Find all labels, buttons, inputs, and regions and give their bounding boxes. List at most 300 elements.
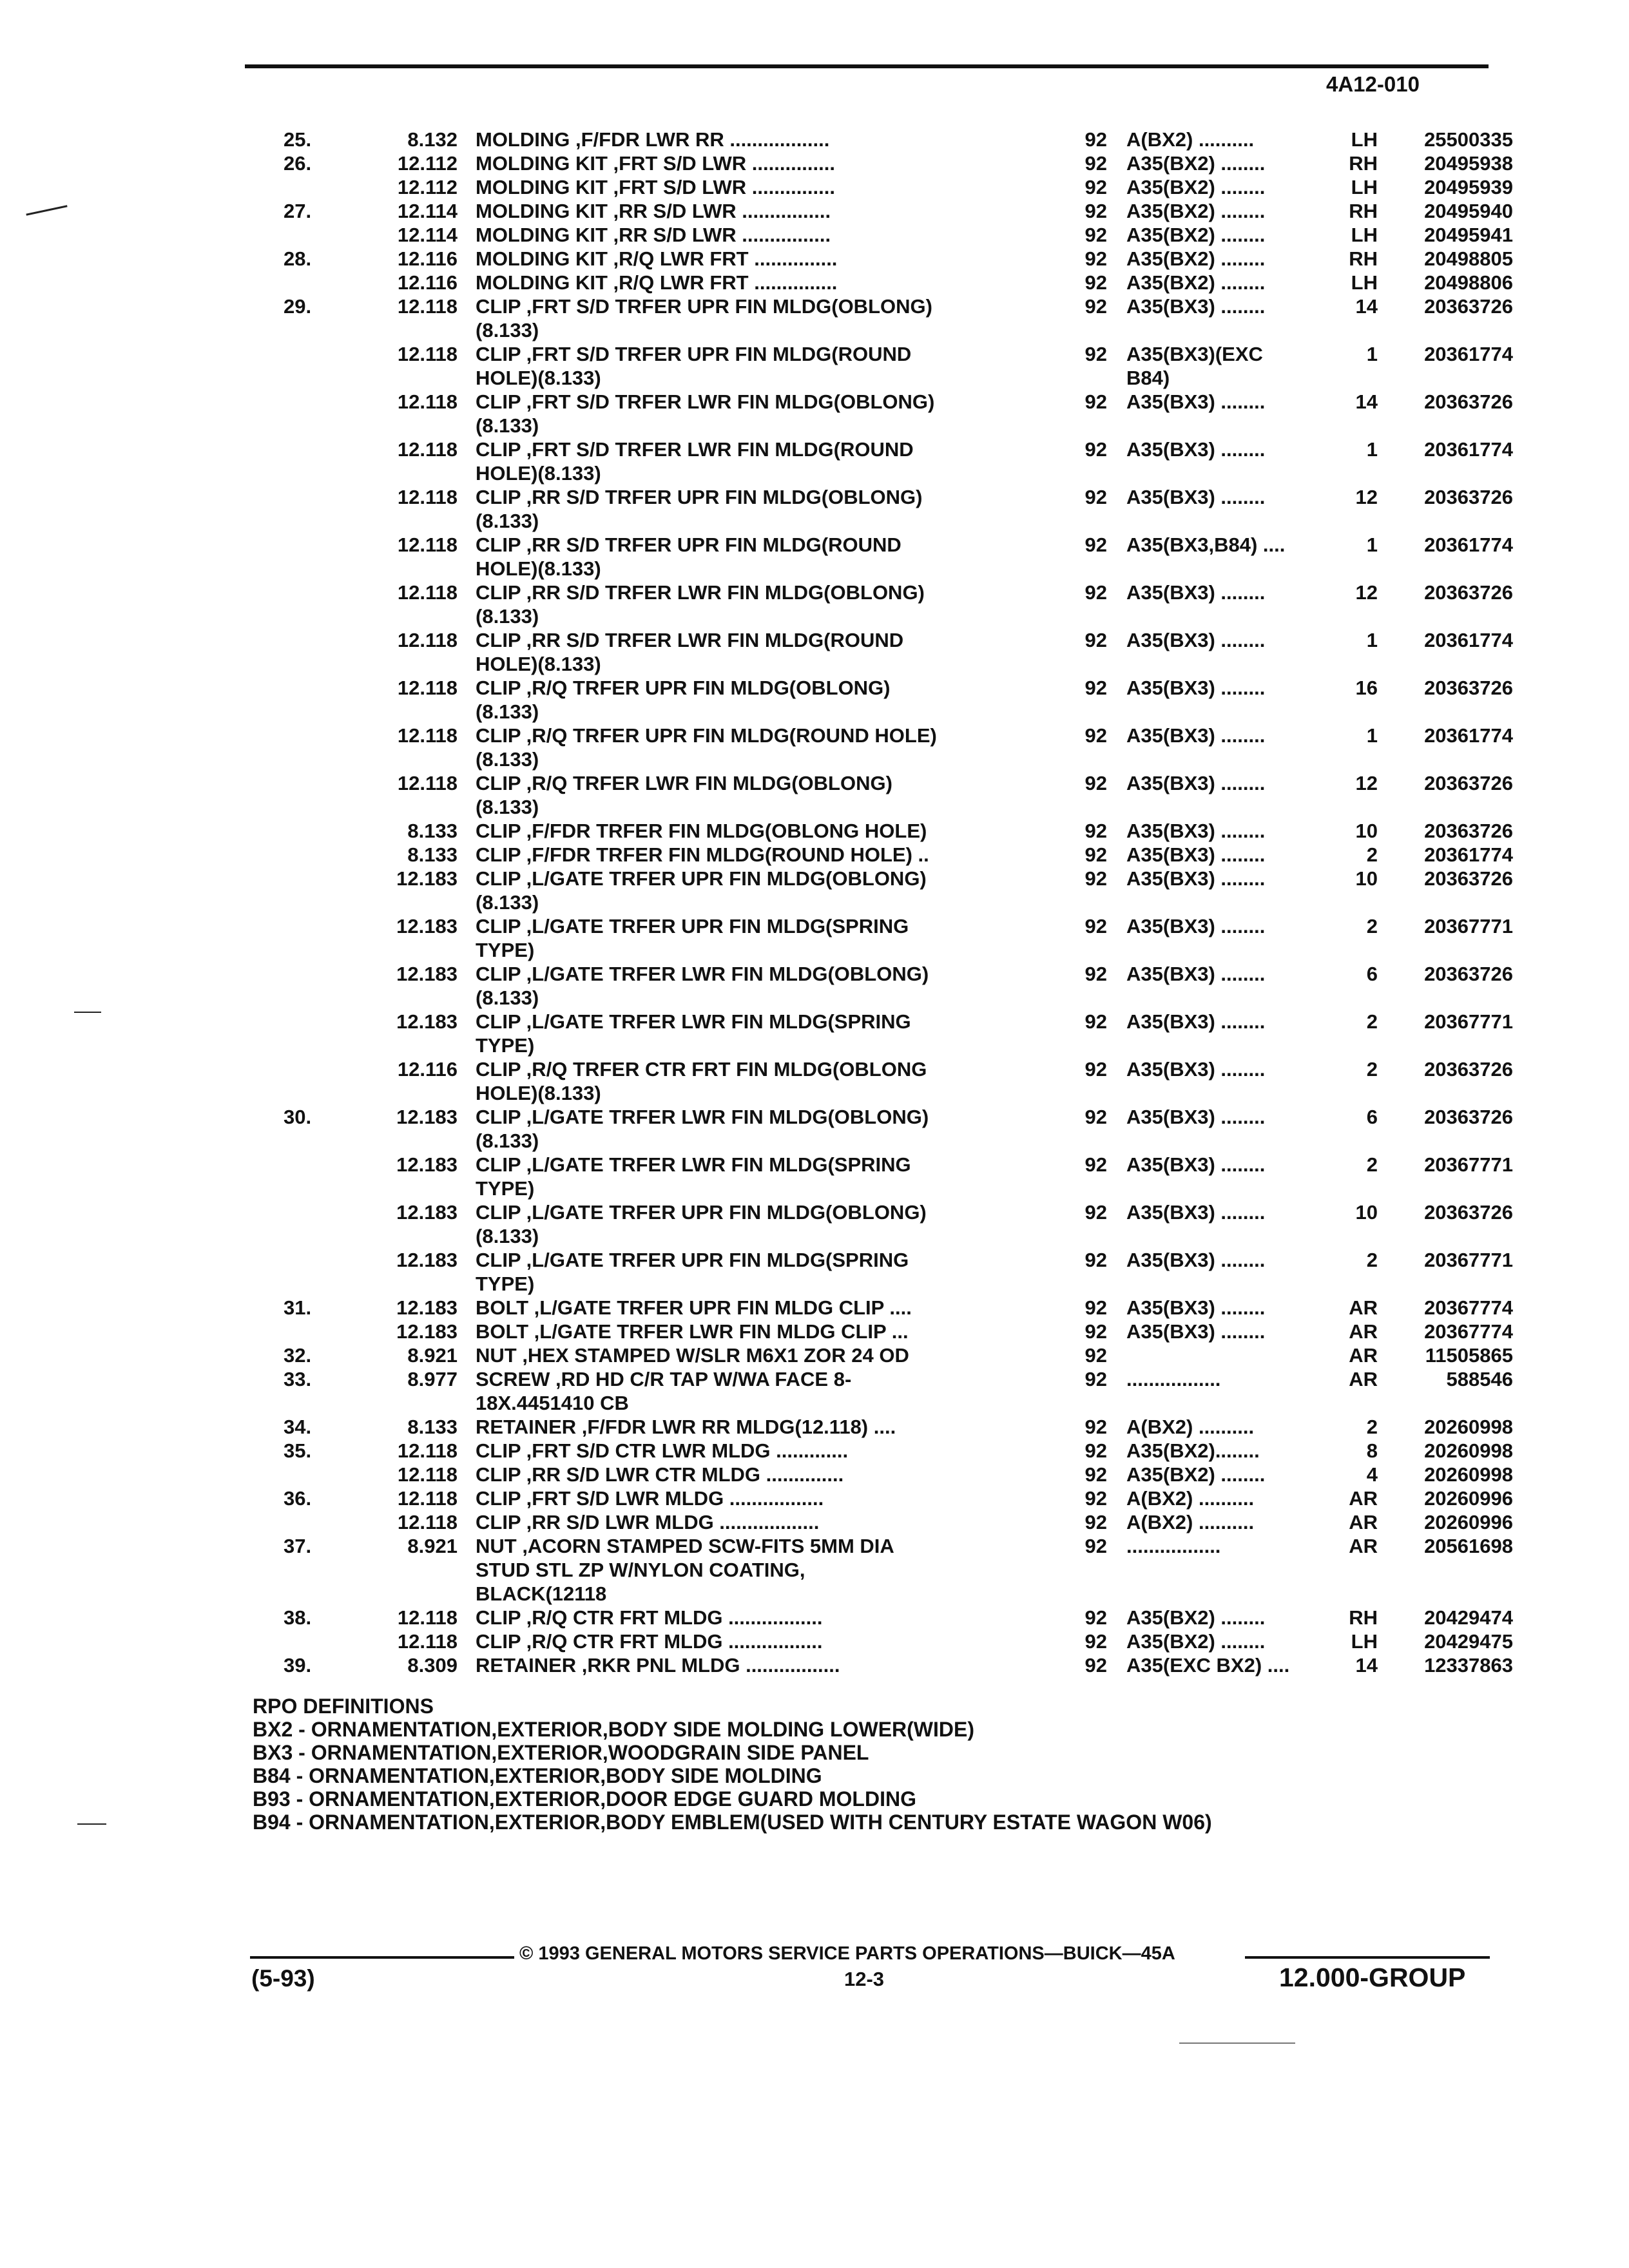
part-yr: 92 [1084,963,1107,985]
part-pn: 20367774 [1424,1320,1513,1343]
part-item [284,1629,361,1653]
part-pn: 20367771 [1424,1153,1513,1176]
part-yr: 92 [1084,1249,1107,1271]
part-item [284,914,361,962]
part-group: 8.133 [407,1416,458,1438]
part-item: 32. [284,1344,312,1367]
part-row [284,914,1513,962]
part-desc: CLIP ,RR S/D LWR CTR MLDG .............. [476,1463,844,1486]
part-yr: 92 [1084,629,1107,651]
part-yr: 92 [1084,1320,1107,1343]
part-row [284,1606,1513,1629]
part-desc: CLIP ,RR S/D TRFER UPR FIN MLDG(ROUND HOLE)(8.133) [476,533,901,580]
part-row [284,1248,1513,1296]
part-pn: 20367774 [1424,1296,1513,1319]
part-usage: A35(BX3) ........ [1126,1296,1266,1319]
part-yr: 92 [1084,1106,1107,1128]
part-group: 12.118 [397,772,458,794]
part-item [284,485,361,533]
part-desc: RETAINER ,RKR PNL MLDG ................. [476,1654,840,1677]
part-group: 8.133 [407,843,458,866]
part-item [284,1153,361,1200]
part-desc: CLIP ,L/GATE TRFER UPR FIN MLDG(OBLONG) (8.133) [476,867,927,914]
part-qty: RH [1349,200,1378,222]
part-row [284,1010,1513,1057]
rpo-definition: BX2 - ORNAMENTATION,EXTERIOR,BODY SIDE MOLDING LOWER(WIDE) [253,1718,974,1741]
part-desc: SCREW ,RD HD C/R TAP W/WA FACE 8- 18X.4451410 CB [476,1368,852,1414]
part-usage: A(BX2) .......... [1126,1511,1255,1533]
part-usage: A35(BX3) ........ [1126,677,1266,699]
part-pn: 20361774 [1424,533,1513,556]
part-row [284,1463,1513,1486]
column-spacer [458,914,476,962]
part-item [284,843,361,867]
part-pn: 20495941 [1424,224,1513,246]
part-pn: 588546 [1446,1368,1513,1390]
part-usage: A35(BX3) ........ [1126,390,1266,413]
part-pn: 20498805 [1424,247,1513,270]
part-yr: 92 [1084,295,1107,318]
part-yr: 92 [1084,915,1107,937]
part-yr: 92 [1084,867,1107,890]
part-qty: LH [1351,1630,1378,1653]
part-qty: RH [1349,247,1378,270]
part-qty: 12 [1355,486,1378,508]
part-pn: 20361774 [1424,343,1513,365]
column-spacer [458,962,476,1010]
part-pn: 20363726 [1424,581,1513,604]
part-item [284,1200,361,1248]
part-pn: 20363726 [1424,1106,1513,1128]
part-row [284,1629,1513,1653]
part-desc: CLIP ,L/GATE TRFER LWR FIN MLDG(OBLONG) (8.133) [476,963,929,1009]
part-yr: 92 [1084,843,1107,866]
part-row [284,1320,1513,1343]
part-group: 12.118 [397,295,458,318]
column-spacer [458,294,476,342]
part-usage: A35(BX3) ........ [1126,581,1266,604]
part-group: 12.118 [397,1511,458,1533]
part-row [284,1439,1513,1463]
part-item [284,1510,361,1534]
part-qty: RH [1349,1606,1378,1629]
column-spacer [458,271,476,294]
part-qty: 10 [1355,1201,1378,1224]
part-usage: A(BX2) .......... [1126,128,1255,151]
part-pn: 20361774 [1424,724,1513,747]
part-row [284,1200,1513,1248]
part-pn: 20367771 [1424,915,1513,937]
part-usage: A35(BX3) ........ [1126,1058,1266,1081]
part-group: 12.118 [397,1606,458,1629]
part-yr: 92 [1084,1368,1107,1390]
part-group: 8.921 [407,1535,458,1557]
part-yr: 92 [1084,1439,1107,1462]
part-item: 25. [284,128,312,151]
column-spacer [458,1010,476,1057]
rpo-definition: B84 - ORNAMENTATION,EXTERIOR,BODY SIDE MOLDING [253,1764,822,1787]
part-qty: 1 [1366,724,1378,747]
part-desc: CLIP ,L/GATE TRFER UPR FIN MLDG(SPRING TYPE) [476,1249,909,1295]
scan-mark [74,1012,101,1013]
part-desc: BOLT ,L/GATE TRFER LWR FIN MLDG CLIP ... [476,1320,909,1343]
part-group: 12.116 [397,271,458,294]
part-yr: 92 [1084,438,1107,461]
part-usage: A35(BX3) ........ [1126,1010,1266,1033]
part-usage: A35(BX2) ........ [1126,271,1266,294]
part-desc: CLIP ,L/GATE TRFER UPR FIN MLDG(SPRING TYPE) [476,915,909,961]
part-group: 8.309 [407,1654,458,1677]
column-spacer [458,390,476,437]
part-usage: A35(BX2) ........ [1126,176,1266,198]
part-qty: AR [1349,1535,1378,1557]
part-desc: CLIP ,L/GATE TRFER UPR FIN MLDG(OBLONG) (8.133) [476,1201,927,1247]
part-group: 8.133 [407,820,458,842]
part-usage: A35(BX3) ........ [1126,843,1266,866]
part-pn: 20363726 [1424,867,1513,890]
part-row [284,1415,1513,1439]
part-qty: 2 [1366,1058,1378,1081]
part-desc: CLIP ,R/Q TRFER UPR FIN MLDG(ROUND HOLE) (8.133) [476,724,937,771]
column-spacer [458,724,476,771]
part-qty: 12 [1355,772,1378,794]
part-row [284,390,1513,437]
part-group: 12.112 [397,176,458,198]
part-qty: AR [1349,1320,1378,1343]
part-usage: A35(BX2) ........ [1126,152,1266,175]
part-qty: 6 [1366,963,1378,985]
part-group: 12.116 [397,1058,458,1081]
part-item [284,390,361,437]
part-qty: 2 [1366,1010,1378,1033]
part-item [284,1057,361,1105]
part-group: 12.183 [396,1201,458,1224]
footer-rule-left [250,1956,514,1959]
part-usage: A(BX2) .......... [1126,1487,1255,1510]
part-item: 34. [284,1416,312,1438]
part-item [284,1320,361,1343]
column-spacer [458,1510,476,1534]
part-row [284,437,1513,485]
part-usage: A35(BX2) ........ [1126,1606,1266,1629]
part-pn: 20363726 [1424,820,1513,842]
part-usage: A35(BX2) ........ [1126,1630,1266,1653]
part-row [284,485,1513,533]
part-yr: 92 [1084,533,1107,556]
part-yr: 92 [1084,247,1107,270]
part-yr: 92 [1084,820,1107,842]
column-spacer [458,1439,476,1463]
part-qty: 2 [1366,843,1378,866]
part-qty: 12 [1355,581,1378,604]
part-usage: A35(BX3) ........ [1126,1201,1266,1224]
part-qty: 14 [1355,390,1378,413]
part-pn: 20429475 [1424,1630,1513,1653]
part-pn: 20260998 [1424,1463,1513,1486]
page-number: 12-3 [844,1968,885,1990]
part-item [284,724,361,771]
part-yr: 92 [1084,1630,1107,1653]
part-qty: 10 [1355,820,1378,842]
part-row [284,1153,1513,1200]
part-pn: 20363726 [1424,486,1513,508]
part-desc: CLIP ,RR S/D TRFER UPR FIN MLDG(OBLONG) (8.133) [476,486,923,532]
part-group: 12.183 [396,1010,458,1033]
part-pn: 20363726 [1424,390,1513,413]
column-spacer [458,843,476,867]
part-usage: A35(BX3) ........ [1126,295,1266,318]
part-row [284,271,1513,294]
column-spacer [458,1057,476,1105]
part-desc: CLIP ,RR S/D TRFER LWR FIN MLDG(OBLONG) (8.133) [476,581,925,628]
part-yr: 92 [1084,1416,1107,1438]
rpo-title: RPO DEFINITIONS [253,1695,434,1718]
part-usage: A35(EXC BX2) .... [1126,1654,1290,1677]
column-spacer [458,199,476,223]
part-item [284,867,361,914]
part-group: 12.118 [397,390,458,413]
part-desc: CLIP ,R/Q CTR FRT MLDG ................. [476,1630,823,1653]
part-pn: 20495939 [1424,176,1513,198]
part-desc: NUT ,ACORN STAMPED SCW-FITS 5MM DIA STUD STL ZP W/NYLON COATING, BLACK(12118 [476,1535,894,1605]
part-yr: 92 [1084,390,1107,413]
part-group: 12.118 [397,581,458,604]
part-desc: CLIP ,FRT S/D CTR LWR MLDG ............. [476,1439,849,1462]
part-usage: A35(BX3) ........ [1126,772,1266,794]
part-usage: ................. [1126,1368,1221,1390]
part-item [284,676,361,724]
part-qty: 6 [1366,1106,1378,1128]
part-yr: 92 [1084,176,1107,198]
part-row [284,771,1513,819]
column-spacer [458,485,476,533]
copyright: © 1993 GENERAL MOTORS SERVICE PARTS OPERATIONS—BUICK—45A [519,1943,1175,1964]
part-desc: RETAINER ,F/FDR LWR RR MLDG(12.118) .... [476,1416,896,1438]
part-row [284,1486,1513,1510]
part-row [284,1534,1513,1606]
part-qty: 2 [1366,1416,1378,1438]
part-group: 12.118 [397,629,458,651]
part-qty: LH [1351,128,1378,151]
rpo-definition: BX3 - ORNAMENTATION,EXTERIOR,WOODGRAIN SIDE PANEL [253,1741,869,1764]
part-desc: BOLT ,L/GATE TRFER UPR FIN MLDG CLIP .... [476,1296,912,1319]
part-yr: 92 [1084,581,1107,604]
part-row [284,1343,1513,1367]
column-spacer [458,437,476,485]
part-group: 12.118 [397,1630,458,1653]
part-qty: 2 [1366,915,1378,937]
part-yr: 92 [1084,1344,1107,1367]
part-pn: 20361774 [1424,629,1513,651]
column-spacer [458,819,476,843]
part-usage: A35(BX2) ........ [1126,247,1266,270]
part-pn: 11505865 [1425,1344,1513,1367]
part-yr: 92 [1084,1010,1107,1033]
part-item: 37. [284,1535,312,1557]
part-group: 12.118 [397,1439,458,1462]
part-yr: 92 [1084,1153,1107,1176]
column-spacer [458,175,476,199]
part-desc: CLIP ,R/Q TRFER LWR FIN MLDG(OBLONG) (8.133) [476,772,892,818]
part-qty: 10 [1355,867,1378,890]
column-spacer [458,1200,476,1248]
part-item [284,342,361,390]
part-row [284,1105,1513,1153]
top-rule [245,64,1489,68]
column-spacer [458,1629,476,1653]
part-item: 30. [284,1106,312,1128]
part-usage: A35(BX3)(EXC B84) [1126,343,1263,389]
part-yr: 92 [1084,224,1107,246]
part-usage: A35(BX3) ........ [1126,1106,1266,1128]
part-row [284,151,1513,175]
column-spacer [458,342,476,390]
column-spacer [458,128,476,151]
part-pn: 20260998 [1424,1439,1513,1462]
part-group: 12.118 [397,724,458,747]
column-spacer [458,1534,476,1606]
part-pn: 20361774 [1424,438,1513,461]
part-item [284,1248,361,1296]
column-spacer [458,1653,476,1677]
group-label: 12.000-GROUP [1279,1963,1466,1992]
part-item: 35. [284,1439,312,1462]
part-group: 12.183 [396,867,458,890]
part-item: 39. [284,1654,312,1677]
part-pn: 20363726 [1424,772,1513,794]
part-desc: CLIP ,L/GATE TRFER LWR FIN MLDG(SPRING TYPE) [476,1153,911,1200]
column-spacer [458,1320,476,1343]
part-usage: A35(BX3) ........ [1126,915,1266,937]
footer-rule-right [1245,1956,1490,1959]
column-spacer [458,533,476,581]
part-pn: 12337863 [1424,1654,1513,1677]
part-item: 36. [284,1487,312,1510]
part-qty: LH [1351,271,1378,294]
column-spacer [458,1105,476,1153]
part-row [284,128,1513,151]
column-spacer [458,1486,476,1510]
part-usage: A35(BX2) ........ [1126,224,1266,246]
part-desc: CLIP ,RR S/D LWR MLDG .................. [476,1511,820,1533]
part-pn: 20495938 [1424,152,1513,175]
part-qty: 14 [1355,1654,1378,1677]
part-pn: 20561698 [1424,1535,1513,1557]
part-yr: 92 [1084,677,1107,699]
part-yr: 92 [1084,1511,1107,1533]
part-pn: 20363726 [1424,1058,1513,1081]
part-qty: 4 [1366,1463,1378,1486]
part-yr: 92 [1084,1296,1107,1319]
column-spacer [458,1296,476,1320]
part-yr: 92 [1084,152,1107,175]
rpo-definitions [253,1695,1212,1834]
part-desc: CLIP ,L/GATE TRFER LWR FIN MLDG(OBLONG) (8.133) [476,1106,929,1152]
column-spacer [458,581,476,628]
part-group: 12.183 [396,915,458,937]
part-yr: 92 [1084,1535,1107,1557]
part-item [284,628,361,676]
part-desc: CLIP ,L/GATE TRFER LWR FIN MLDG(SPRING TYPE) [476,1010,911,1057]
part-row [284,867,1513,914]
column-spacer [458,1463,476,1486]
part-desc: CLIP ,R/Q TRFER UPR FIN MLDG(OBLONG) (8.133) [476,677,891,723]
rpo-definition: B93 - ORNAMENTATION,EXTERIOR,DOOR EDGE GUARD MOLDING [253,1787,916,1811]
part-usage: A35(BX2) ........ [1126,200,1266,222]
part-yr: 92 [1084,1606,1107,1629]
part-group: 12.112 [397,152,458,175]
part-qty: 1 [1366,438,1378,461]
part-usage: A35(BX2)........ [1126,1439,1260,1462]
part-qty: AR [1349,1296,1378,1319]
part-row [284,199,1513,223]
part-usage: A35(BX3) ........ [1126,1249,1266,1271]
part-item [284,581,361,628]
part-row [284,223,1513,247]
scan-mark [26,205,67,215]
column-spacer [458,771,476,819]
part-desc: MOLDING KIT ,R/Q LWR FRT ............... [476,271,838,294]
part-group: 12.183 [396,1249,458,1271]
part-yr: 92 [1084,1487,1107,1510]
part-usage: A35(BX3,B84) .... [1126,533,1286,556]
part-group: 12.118 [397,1463,458,1486]
part-item: 27. [284,200,312,222]
part-yr: 92 [1084,1463,1107,1486]
column-spacer [458,1343,476,1367]
part-pn: 20363726 [1424,1201,1513,1224]
part-row [284,581,1513,628]
part-qty: 8 [1366,1439,1378,1462]
part-desc: NUT ,HEX STAMPED W/SLR M6X1 ZOR 24 OD [476,1344,909,1367]
part-pn: 20260996 [1424,1487,1513,1510]
part-group: 8.977 [407,1368,458,1390]
part-item [284,223,361,247]
part-desc: CLIP ,R/Q TRFER CTR FRT FIN MLDG(OBLONG HOLE)(8.133) [476,1058,927,1104]
column-spacer [458,867,476,914]
part-desc: CLIP ,FRT S/D LWR MLDG ................. [476,1487,824,1510]
part-group: 12.118 [397,486,458,508]
part-item [284,271,361,294]
part-row [284,533,1513,581]
part-pn: 20361774 [1424,843,1513,866]
rpo-definition: B94 - ORNAMENTATION,EXTERIOR,BODY EMBLEM(USED WITH CENTURY ESTATE WAGON W06) [253,1811,1212,1834]
column-spacer [458,628,476,676]
part-row [284,1296,1513,1320]
part-yr: 92 [1084,128,1107,151]
part-qty: 1 [1366,533,1378,556]
column-spacer [458,1367,476,1415]
part-qty: 14 [1355,295,1378,318]
part-qty: 16 [1355,677,1378,699]
part-qty: 1 [1366,629,1378,651]
part-item: 26. [284,152,312,175]
part-qty: AR [1349,1344,1378,1367]
part-qty: AR [1349,1487,1378,1510]
part-desc: CLIP ,FRT S/D TRFER LWR FIN MLDG(ROUND HOLE)(8.133) [476,438,914,485]
part-yr: 92 [1084,772,1107,794]
column-spacer [458,1248,476,1296]
part-group: 12.183 [396,1106,458,1128]
part-usage: A35(BX2) ........ [1126,1463,1266,1486]
part-item [284,1463,361,1486]
part-group: 12.118 [397,343,458,365]
part-qty: 2 [1366,1153,1378,1176]
part-usage: A35(BX3) ........ [1126,820,1266,842]
part-row [284,1367,1513,1415]
column-spacer [458,1415,476,1439]
part-item [284,437,361,485]
